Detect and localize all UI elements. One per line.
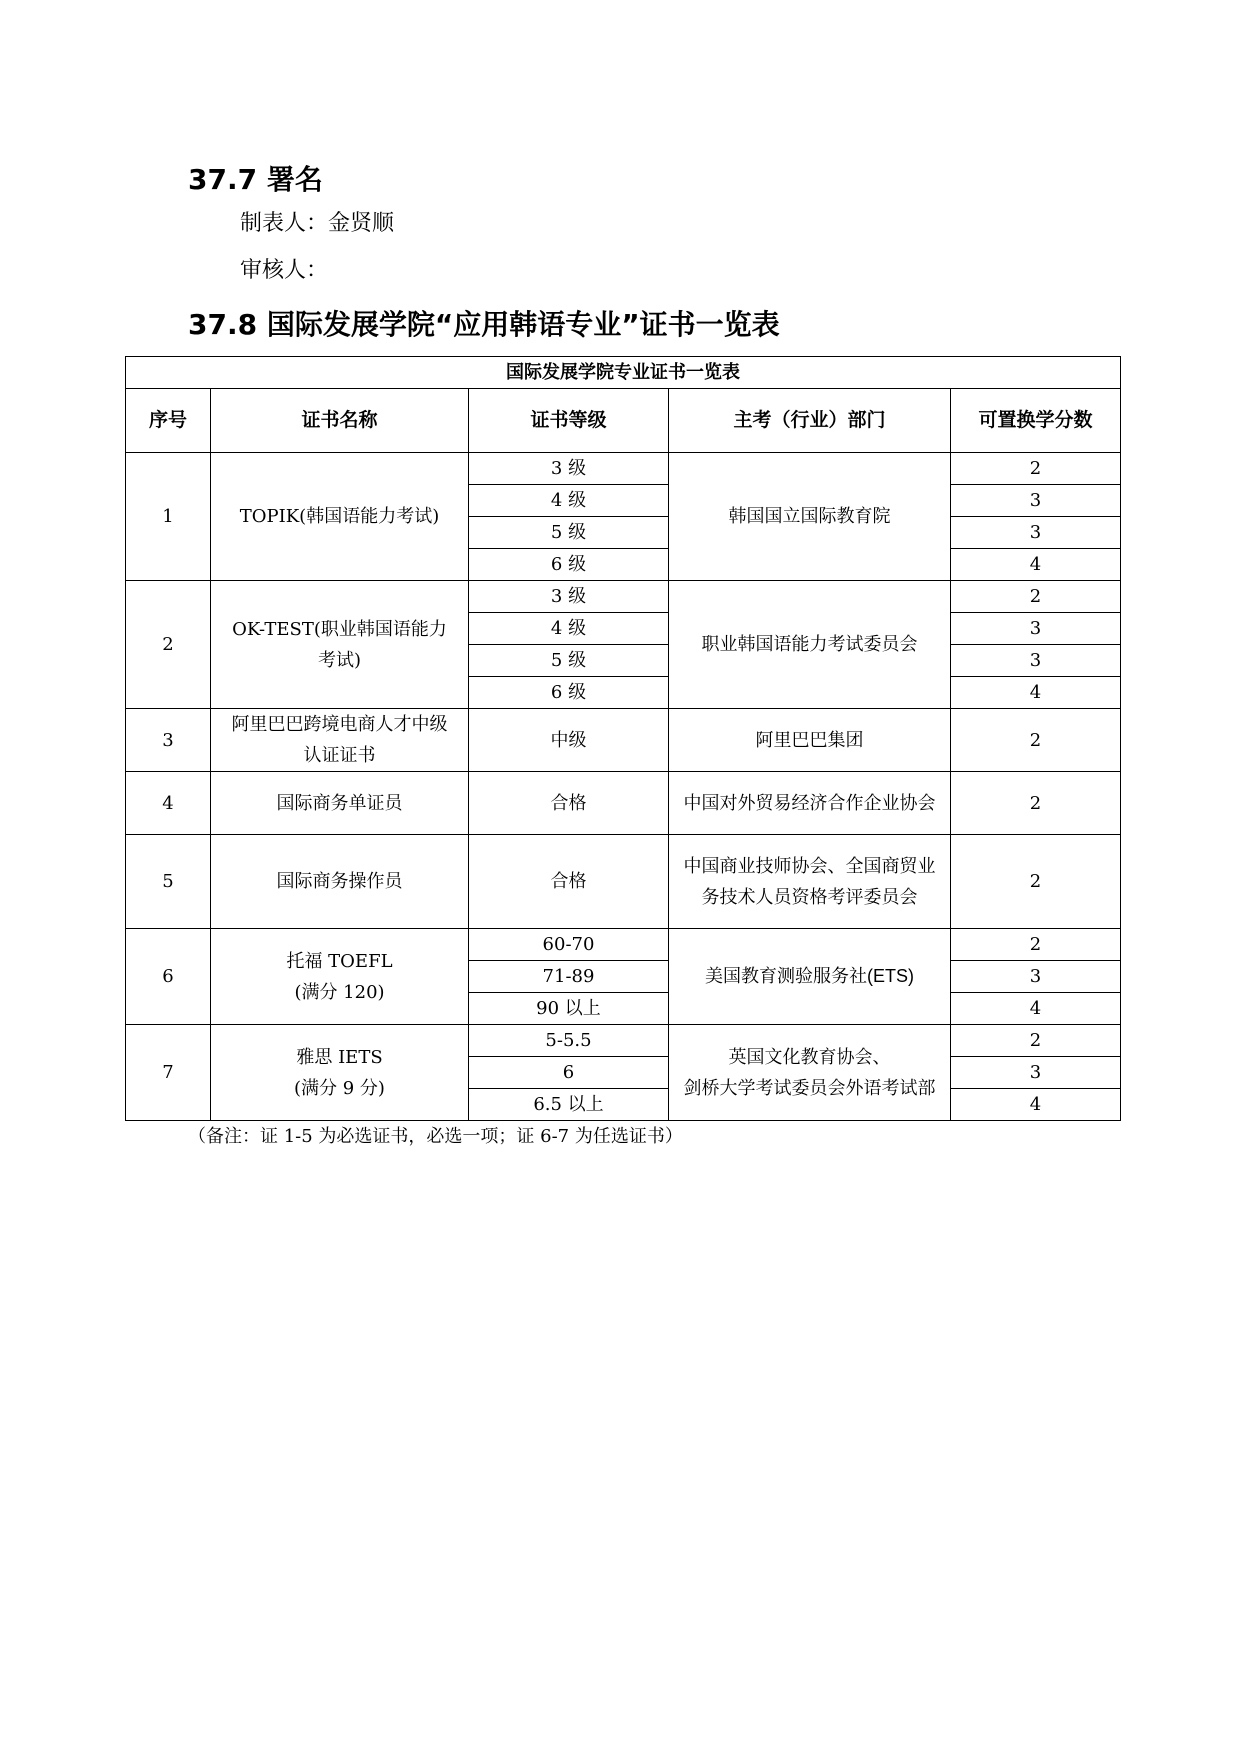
table-row <box>126 929 1121 961</box>
section-heading-sign: 37.7 署名 <box>188 163 323 196</box>
cell-no: 6 <box>126 929 211 1025</box>
cell-no: 7 <box>126 1025 211 1121</box>
cell-credit: 4 <box>951 549 1121 581</box>
cell-credit: 4 <box>951 1089 1121 1121</box>
cell-dept: 中国对外贸易经济合作企业协会 <box>669 772 951 835</box>
certificate-table <box>125 356 1121 1121</box>
table-row <box>126 453 1121 485</box>
section-heading-cert-list: 37.8 国际发展学院“应用韩语专业”证书一览表 <box>188 308 780 341</box>
cell-level: 6.5 以上 <box>469 1089 669 1121</box>
cell-no: 2 <box>126 581 211 709</box>
table-row <box>126 581 1121 613</box>
cell-level: 3 级 <box>469 453 669 485</box>
cell-name: 阿里巴巴跨境电商人才中级认证证书 <box>211 709 469 772</box>
cell-credit: 2 <box>951 929 1121 961</box>
cell-dept: 美国教育测验服务社(ETS) <box>669 929 951 1025</box>
cell-level: 4 级 <box>469 485 669 517</box>
cell-level: 71-89 <box>469 961 669 993</box>
cell-level: 6 级 <box>469 677 669 709</box>
cell-level: 5 级 <box>469 645 669 677</box>
cell-credit: 2 <box>951 709 1121 772</box>
cell-level: 5-5.5 <box>469 1025 669 1057</box>
cell-no: 3 <box>126 709 211 772</box>
dept-line: 英国文化教育协会、 <box>728 1046 891 1068</box>
cell-name <box>211 929 469 1025</box>
cell-level: 90 以上 <box>469 993 669 1025</box>
header-cell: 序号 <box>126 389 211 453</box>
cell-level: 合格 <box>469 772 669 835</box>
cell-dept: 中国商业技师协会、全国商贸业务技术人员资格考评委员会 <box>669 835 951 929</box>
cell-credit: 2 <box>951 772 1121 835</box>
cert-name-sub: (满分 120) <box>294 981 385 1003</box>
cell-no: 5 <box>126 835 211 929</box>
cell-credit: 4 <box>951 677 1121 709</box>
cell-name: 国际商务操作员 <box>211 835 469 929</box>
cell-credit: 2 <box>951 581 1121 613</box>
cell-name <box>211 1025 469 1121</box>
cell-no: 4 <box>126 772 211 835</box>
header-cell: 证书等级 <box>469 389 669 453</box>
header-cell: 可置换学分数 <box>951 389 1121 453</box>
cell-name: 国际商务单证员 <box>211 772 469 835</box>
cert-name-line: 雅思 IETS <box>296 1046 383 1068</box>
cell-dept: 韩国国立国际教育院 <box>669 453 951 581</box>
cell-level: 60-70 <box>469 929 669 961</box>
cell-credit: 3 <box>951 485 1121 517</box>
cell-level: 4 级 <box>469 613 669 645</box>
cell-credit: 3 <box>951 613 1121 645</box>
cell-dept: 阿里巴巴集团 <box>669 709 951 772</box>
cell-level: 3 级 <box>469 581 669 613</box>
cell-credit: 2 <box>951 453 1121 485</box>
table-row <box>126 1025 1121 1057</box>
cell-credit: 3 <box>951 645 1121 677</box>
table-caption: 国际发展学院专业证书一览表 <box>126 357 1121 389</box>
cell-credit: 3 <box>951 517 1121 549</box>
dept-line: 剑桥大学考试委员会外语考试部 <box>683 1077 936 1099</box>
cell-credit: 3 <box>951 1057 1121 1089</box>
reviewer-line: 审核人： <box>240 258 329 283</box>
cell-level: 中级 <box>469 709 669 772</box>
cell-level: 合格 <box>469 835 669 929</box>
cell-credit: 2 <box>951 1025 1121 1057</box>
maker-line: 制表人：金贤顺 <box>240 211 395 236</box>
cell-credit: 4 <box>951 993 1121 1025</box>
cell-level: 6 级 <box>469 549 669 581</box>
cell-dept: 职业韩国语能力考试委员会 <box>669 581 951 709</box>
table-row <box>126 772 1121 835</box>
cell-level: 6 <box>469 1057 669 1089</box>
cell-level: 5 级 <box>469 517 669 549</box>
table-note: （备注：证 1-5 为必选证书，必选一项；证 6-7 为任选证书） <box>188 1126 683 1147</box>
cert-name-line: 托福 TOEFL <box>286 950 393 972</box>
header-cell: 证书名称 <box>211 389 469 453</box>
header-cell: 主考（行业）部门 <box>669 389 951 453</box>
cell-dept <box>669 1025 951 1121</box>
cell-name: TOPIK(韩国语能力考试) <box>211 453 469 581</box>
table-row <box>126 709 1121 772</box>
cell-credit: 2 <box>951 835 1121 929</box>
cert-name-sub: (满分 9 分) <box>294 1077 385 1099</box>
cell-credit: 3 <box>951 961 1121 993</box>
table-row <box>126 835 1121 929</box>
cell-no: 1 <box>126 453 211 581</box>
cell-name: OK-TEST(职业韩国语能力考试) <box>211 581 469 709</box>
